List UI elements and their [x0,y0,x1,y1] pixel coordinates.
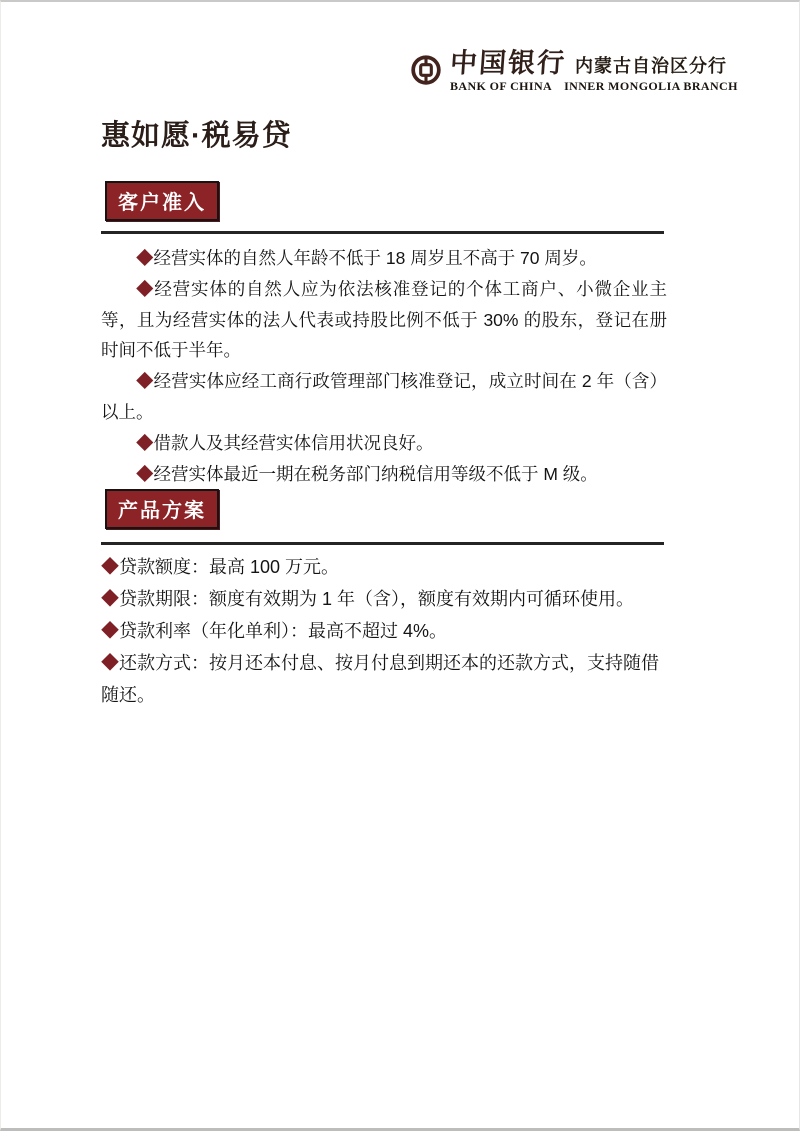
list-item-text: 还款方式：按月还本付息、按月付息到期还本的还款方式，支持随借随还。 [101,653,659,705]
list-item [101,366,667,428]
list-item [101,647,667,711]
list-item-text: 贷款期限：额度有效期为 1 年（含），额度有效期内可循环使用。 [119,589,635,609]
list-item [101,551,667,583]
list-item-text: 经营实体最近一期在税务部门纳税信用等级不低于 M 级。 [153,463,598,484]
diamond-bullet-icon: ◆ [101,653,119,673]
list-item-text: 借款人及其经营实体信用状况良好。 [153,432,434,453]
product-plan-list [101,551,667,711]
bank-name-chinese: 中国银行 [448,48,568,79]
customer-access-list [101,243,667,489]
bank-logo-text [450,50,738,94]
divider-rule [101,542,664,545]
bank-logo [411,50,738,94]
section-heading-customer-access: 客户准入 [105,181,219,221]
page-title: 惠如愿·税易贷 [101,120,292,152]
diamond-bullet-icon: ◆ [101,589,119,609]
diamond-bullet-icon: ◆ [101,557,119,577]
diamond-bullet-icon: ◆ [136,432,154,453]
list-item [101,243,667,274]
diamond-bullet-icon: ◆ [136,248,154,268]
list-item [101,615,667,647]
divider-rule [101,231,664,234]
list-item [101,428,667,459]
branch-name-english: INNER MONGOLIA BRANCH [564,79,738,93]
diamond-bullet-icon: ◆ [136,463,154,484]
list-item [101,274,667,366]
list-item-text: 经营实体的自然人应为依法核准登记的个体工商户、小微企业主等，且为经营实体的法人代表或持股比例不低于 30% 的股东，登记在册时间不低于半年。 [101,278,668,361]
diamond-bullet-icon: ◆ [136,371,154,392]
diamond-bullet-icon: ◆ [136,278,155,299]
list-item [101,459,667,490]
list-item-text: 贷款额度：最高 100 万元。 [119,557,340,577]
bank-name-english: BANK OF CHINA [450,79,553,93]
section-heading-product-plan: 产品方案 [105,489,219,529]
diamond-bullet-icon: ◆ [101,621,119,641]
bank-of-china-logo-icon [411,55,441,85]
list-item [101,583,667,615]
branch-name-chinese: 内蒙古自治区分行 [575,56,727,76]
list-item-text: 贷款利率（年化单利）：最高不超过 4%。 [119,621,448,641]
list-item-text: 经营实体的自然人年龄不低于 18 周岁且不高于 70 周岁。 [153,248,597,268]
list-item-text: 经营实体应经工商行政管理部门核准登记，成立时间在 2 年（含）以上。 [101,371,667,422]
